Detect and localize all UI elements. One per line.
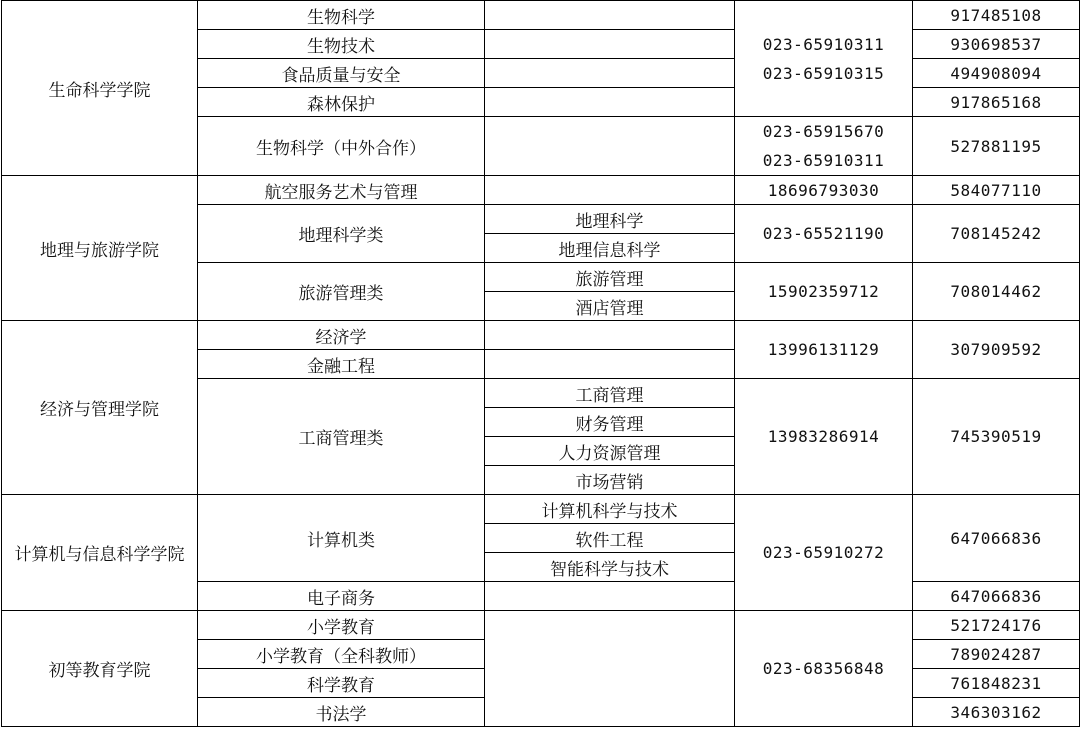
college-name: 生命科学学院 <box>2 1 198 176</box>
qq-group-number: 708145242 <box>913 205 1080 263</box>
admissions-contact-table <box>1 0 1080 727</box>
contact-phone: 023-68356848 <box>735 611 913 727</box>
qq-group-number: 494908094 <box>913 59 1080 88</box>
contact-phone <box>735 117 913 176</box>
qq-group-number: 647066836 <box>913 495 1080 582</box>
sub-major-name: 酒店管理 <box>485 292 735 321</box>
contact-phone-line: 023-65910311 <box>762 34 885 54</box>
qq-group-number: 761848231 <box>913 669 1080 698</box>
qq-group-number: 346303162 <box>913 698 1080 727</box>
sub-major-name <box>485 582 735 611</box>
sub-major-name: 地理信息科学 <box>485 234 735 263</box>
qq-group-number: 789024287 <box>913 640 1080 669</box>
major-name: 小学教育（全科教师） <box>198 640 485 669</box>
major-name: 食品质量与安全 <box>198 59 485 88</box>
sub-major-name <box>485 88 735 117</box>
sub-major-name: 地理科学 <box>485 205 735 234</box>
major-name: 电子商务 <box>198 582 485 611</box>
sub-major-name <box>485 117 735 176</box>
major-name: 科学教育 <box>198 669 485 698</box>
contact-phone-line: 023-65915670 <box>762 122 885 141</box>
qq-group-number: 584077110 <box>913 176 1080 205</box>
contact-phone: 15902359712 <box>735 263 913 321</box>
sub-major-name: 工商管理 <box>485 379 735 408</box>
sub-major-name: 智能科学与技术 <box>485 553 735 582</box>
sub-major-name: 旅游管理 <box>485 263 735 292</box>
major-name: 经济学 <box>198 321 485 350</box>
sub-major-name: 财务管理 <box>485 408 735 437</box>
sub-major-name <box>485 59 735 88</box>
qq-group-number: 708014462 <box>913 263 1080 321</box>
contact-phone: 023-65521190 <box>735 205 913 263</box>
contact-phone-line: 023-65910311 <box>762 151 885 170</box>
major-name: 旅游管理类 <box>198 263 485 321</box>
sub-major-name <box>485 611 735 727</box>
major-name: 工商管理类 <box>198 379 485 495</box>
table-row <box>2 321 1080 350</box>
sub-major-name: 计算机科学与技术 <box>485 495 735 524</box>
major-name: 生物科学 <box>198 1 485 30</box>
major-name: 生物技术 <box>198 30 485 59</box>
college-name: 计算机与信息科学学院 <box>2 495 198 611</box>
major-name: 森林保护 <box>198 88 485 117</box>
sub-major-name: 软件工程 <box>485 524 735 553</box>
qq-group-number: 527881195 <box>913 117 1080 176</box>
contact-phone: 13983286914 <box>735 379 913 495</box>
major-name: 金融工程 <box>198 350 485 379</box>
major-name: 小学教育 <box>198 611 485 640</box>
sub-major-name <box>485 350 735 379</box>
qq-group-number: 521724176 <box>913 611 1080 640</box>
major-name: 书法学 <box>198 698 485 727</box>
sub-major-name <box>485 321 735 350</box>
qq-group-number: 745390519 <box>913 379 1080 495</box>
major-name: 计算机类 <box>198 495 485 582</box>
table-row <box>2 176 1080 205</box>
table-row <box>2 495 1080 524</box>
sub-major-name <box>485 176 735 205</box>
major-name: 航空服务艺术与管理 <box>198 176 485 205</box>
major-name: 生物科学（中外合作） <box>198 117 485 176</box>
table-row <box>2 1 1080 30</box>
qq-group-number: 917865168 <box>913 88 1080 117</box>
contact-phone <box>735 1 913 117</box>
major-name: 地理科学类 <box>198 205 485 263</box>
contact-phone: 023-65910272 <box>735 495 913 611</box>
sub-major-name <box>485 30 735 59</box>
contact-phone-line: 023-65910315 <box>762 63 885 83</box>
contact-phone: 13996131129 <box>735 321 913 379</box>
college-name: 地理与旅游学院 <box>2 176 198 321</box>
qq-group-number: 307909592 <box>913 321 1080 379</box>
college-name: 初等教育学院 <box>2 611 198 727</box>
qq-group-number: 930698537 <box>913 30 1080 59</box>
college-name: 经济与管理学院 <box>2 321 198 495</box>
qq-group-number: 917485108 <box>913 1 1080 30</box>
sub-major-name: 市场营销 <box>485 466 735 495</box>
qq-group-number: 647066836 <box>913 582 1080 611</box>
contact-phone: 18696793030 <box>735 176 913 205</box>
table-row <box>2 611 1080 640</box>
sub-major-name <box>485 1 735 30</box>
sub-major-name: 人力资源管理 <box>485 437 735 466</box>
